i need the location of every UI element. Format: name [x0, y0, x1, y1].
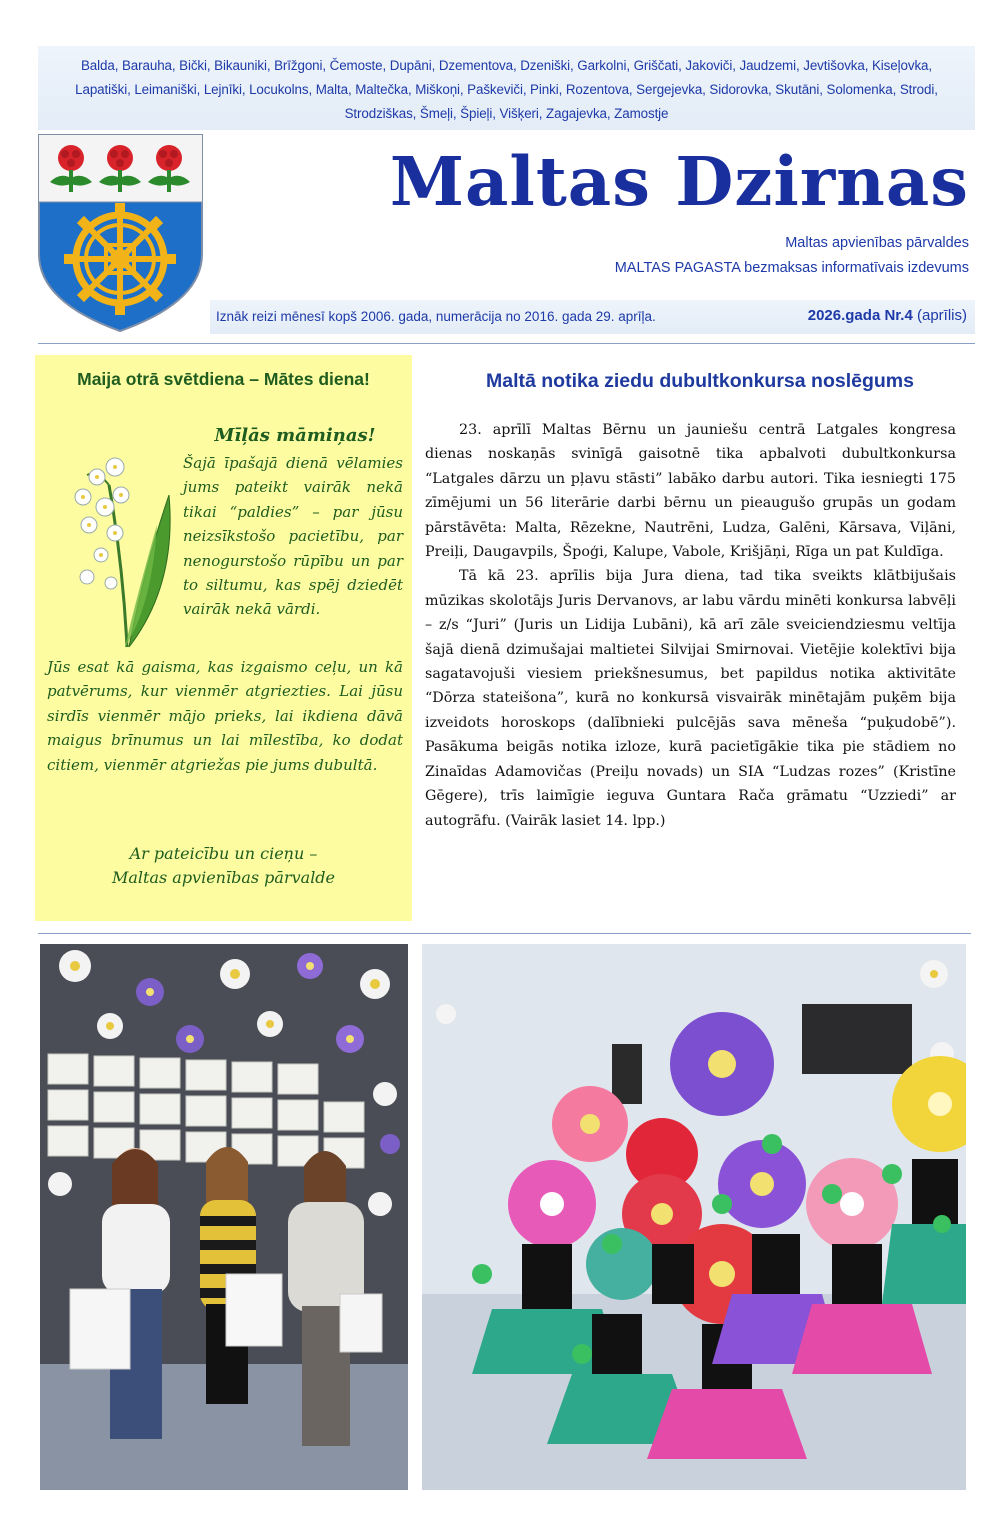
- signature-line-1: Ar pateicību un cieņu –: [129, 844, 318, 863]
- article-body: [425, 418, 956, 833]
- mothers-day-callout: [35, 355, 412, 921]
- issue-number-bold: 2026.gada Nr.4: [807, 307, 913, 324]
- coat-of-arms: [38, 134, 203, 332]
- photo-award-winners: [40, 944, 408, 1490]
- villages-list: Balda, Barauha, Bički, Bikauniki, Brīžgoni, Čemoste, Dupāni, Dzementova, Dzeniški, Garkolni, Griščati, Jakoviči, Jaudzemi, Jevtišovka, Kiseļovka, Lapatiški, Leimaniški, Lejnīki, Locukolns, Malta, Maltečka, Miškoņi, Paškeviči, Pinki, Rozentova, Sergejevka, Sidorovka, Skutāni, Solomenka, Strodi, Strodziškas, Šmeļi, Špieļi, Višķeri, Zagajevka, Zamostje: [75, 58, 938, 121]
- villages-banner: [38, 46, 975, 130]
- masthead: [210, 134, 975, 294]
- article-divider: [38, 933, 971, 934]
- article-title: Maltā notika ziedu dubultkonkursa noslēgums: [486, 370, 914, 392]
- article-paragraph-2: Tā kā 23. aprīlis bija Jura diena, tad tika sveikts klātbijušais mūzikas skolotājs Juris Dervanovs, ar labu vārdu minēti konkursa labvēļi – z/s “Juri” (Juris un Lidija Lubāni), kā arī zāle sveiciendziesmu veltīja šajā dienā dzimušajai maltietei Silvijai Smirnovai. Vietējie kolektīvi bija sagatavojuši viesiem priekšnesumus, bet papildus notika aktivitāte “Dōrza stateišona”, kurā no konkursā visvairāk minētajām puķēm bija izveidots horoskops (dalībnieki pulcējās sava mēneša “puķudobē”). Pasākuma beigās notika izloze, kurā pacietīgākie tika pie stādiem no Zinaīdas Adamovičas (Preiļu novads) un SIA “Ludzas rozes” (Kristīne Gēgere), trīs laimīgie ieguva Guntara Rača grāmatu “Uzziedi” ar autogrāfu. (Vairāk lasiet 14. lpp.): [425, 568, 956, 829]
- mothers-day-heading: Maija otrā svētdiena – Mātes diena!: [77, 369, 370, 389]
- issue-info-bar: [210, 300, 975, 334]
- article-paragraph-1: 23. aprīlī Maltas Bērnu un jauniešu centrā Latgales kongresa dienas noskaņās svinīgā gaisotnē tika apbalvoti dubultkonkursa “Latgales dārzu un pļavu stāsti” labāko darbu autori. Tika iesniegti 175 zīmējumi un 56 literārie darbi bērnu un pieaugušo grupās un godam pārstāvēta: Malta, Rēzekne, Nautrēni, Ludza, Galēni, Kārsava, Viļāni, Preiļi, Daugavpils, Špoģi, Kalupe, Vabole, Krišjāņi, Rīga un pat Kuldīga.: [425, 422, 956, 561]
- lily-of-the-valley-illustration: [57, 415, 182, 650]
- issue-month: (aprīlis): [916, 307, 967, 324]
- greeting: Mīļās māmiņas!: [214, 425, 376, 446]
- publisher-line: Maltas apvienības pārvaldes: [785, 235, 969, 251]
- mothers-day-text-narrow: Šajā īpašajā dienā vēlamies jums pateikt vairāk nekā tikai “paldies” – par jūsu neizsīkstošo pacietību, par nenogurstošo rūpību un par to siltumu, kas spēj dziedēt vairāk nekā vārdi.: [183, 454, 403, 619]
- mothers-day-text-wide: Jūs esat kā gaisma, kas izgaismo ceļu, un kā patvērums, kur vienmēr atgriezties. Lai jūsu sirdīs vienmēr mājo prieks, lai ikdiena dāvā maigus brīnumus un lai mīlestība, ko dodat citiem, vienmēr atgriežas pie jums dubultā.: [47, 658, 403, 774]
- issue-number: [808, 307, 967, 324]
- signature-line-2: Maltas apvienības pārvalde: [111, 868, 336, 887]
- publication-note: Iznāk reizi mēnesī kopš 2006. gada, numerācija no 2016. gada 29. aprīļa.: [216, 309, 656, 324]
- publication-description: MALTAS PAGASTA bezmaksas informatīvais izdevums: [614, 260, 969, 276]
- newspaper-title: Maltas Dzirnas: [389, 142, 969, 221]
- header-divider: [38, 343, 975, 344]
- photo-flower-dancers: [422, 944, 966, 1490]
